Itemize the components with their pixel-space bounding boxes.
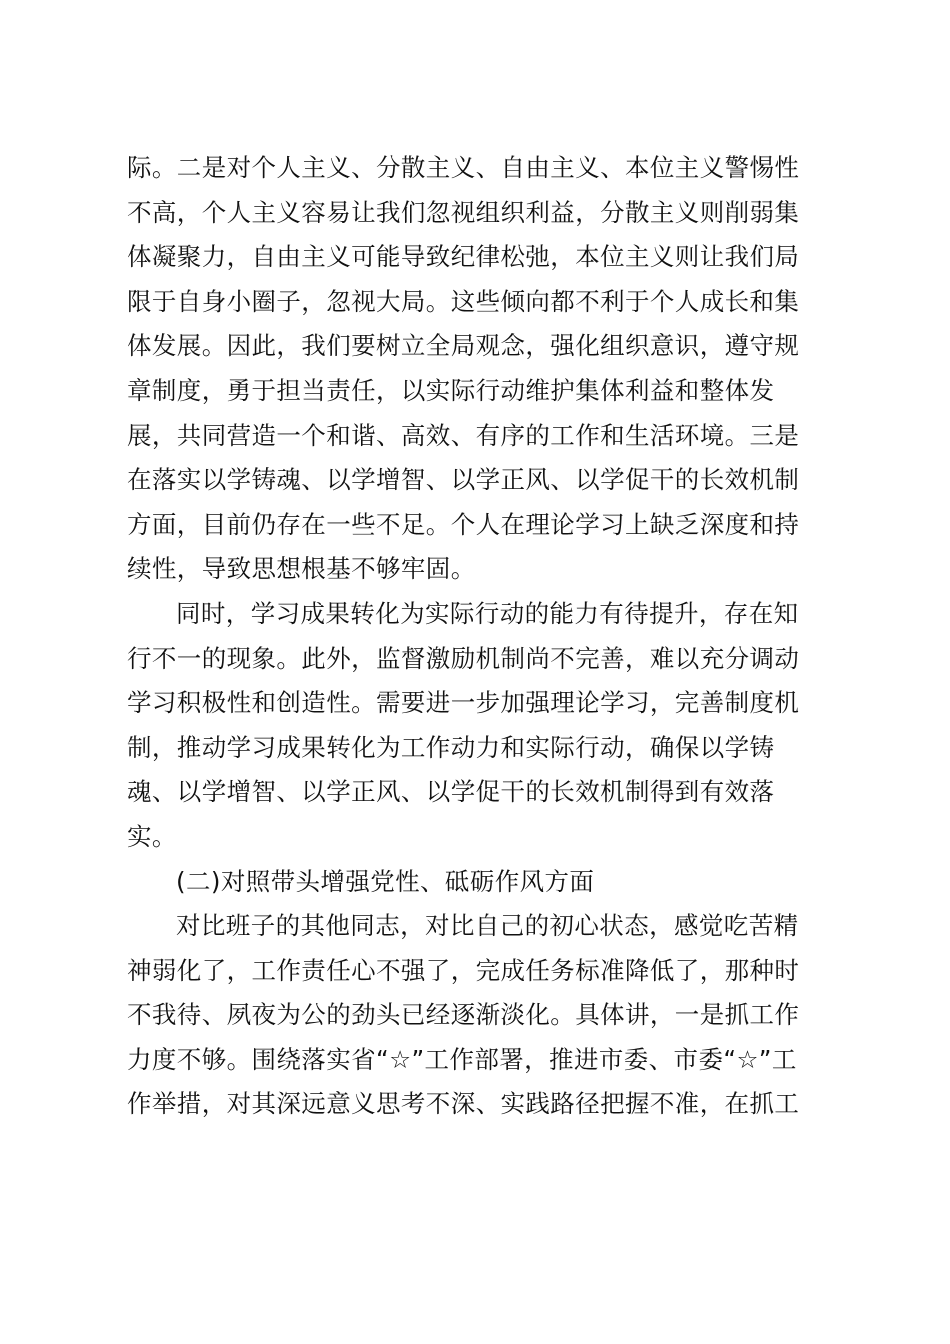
text-line: 限于自身小圈子，忽视大局。这些倾向都不利于个人成长和集	[127, 286, 800, 316]
text-line: 学习积极性和创造性。需要进一步加强理论学习，完善制度机	[127, 688, 800, 718]
text-line: 体发展。因此，我们要树立全局观念，强化组织意识，遵守规	[127, 331, 800, 361]
text-line: 展，共同营造一个和谐、高效、有序的工作和生活环境。三是	[127, 420, 800, 450]
text-line: 实。	[127, 821, 177, 851]
document-body	[127, 146, 827, 1127]
text-line: 魂、以学增智、以学正风、以学促干的长效机制得到有效落	[127, 777, 775, 807]
text-line: 行不一的现象。此外，监督激励机制尚不完善，难以充分调动	[127, 643, 800, 673]
section-heading: (二)对照带头增强党性、砥砺作风方面	[176, 866, 595, 896]
text-line: 不高，个人主义容易让我们忽视组织利益，分散主义则削弱集	[127, 197, 800, 227]
text-line: 不我待、夙夜为公的劲头已经逐渐淡化。具体讲，一是抓工作	[127, 1000, 800, 1030]
text-line: 章制度，勇于担当责任，以实际行动维护集体利益和整体发	[127, 375, 775, 405]
text-line: 作举措，对其深远意义思考不深、实践路径把握不准，在抓工	[127, 1089, 800, 1119]
paragraph-first-line: 对比班子的其他同志，对比自己的初心状态，感觉吃苦精	[176, 911, 799, 941]
text-line: 神弱化了，工作责任心不强了，完成任务标准降低了，那种时	[127, 955, 800, 985]
text-line: 续性，导致思想根基不够牢固。	[127, 554, 476, 584]
text-line: 方面，目前仍存在一些不足。个人在理论学习上缺乏深度和持	[127, 509, 800, 539]
paragraph-first-line: 同时，学习成果转化为实际行动的能力有待提升，存在知	[176, 598, 799, 628]
text-line: 制，推动学习成果转化为工作动力和实际行动，确保以学铸	[127, 732, 775, 762]
text-line: 体凝聚力，自由主义可能导致纪律松弛，本位主义则让我们局	[127, 242, 800, 272]
text-line: 在落实以学铸魂、以学增智、以学正风、以学促干的长效机制	[127, 465, 800, 495]
text-line: 际。二是对个人主义、分散主义、自由主义、本位主义警惕性	[127, 153, 800, 182]
text-line: 力度不够。围绕落实省“☆”工作部署，推进市委、市委“☆”工	[127, 1044, 797, 1074]
